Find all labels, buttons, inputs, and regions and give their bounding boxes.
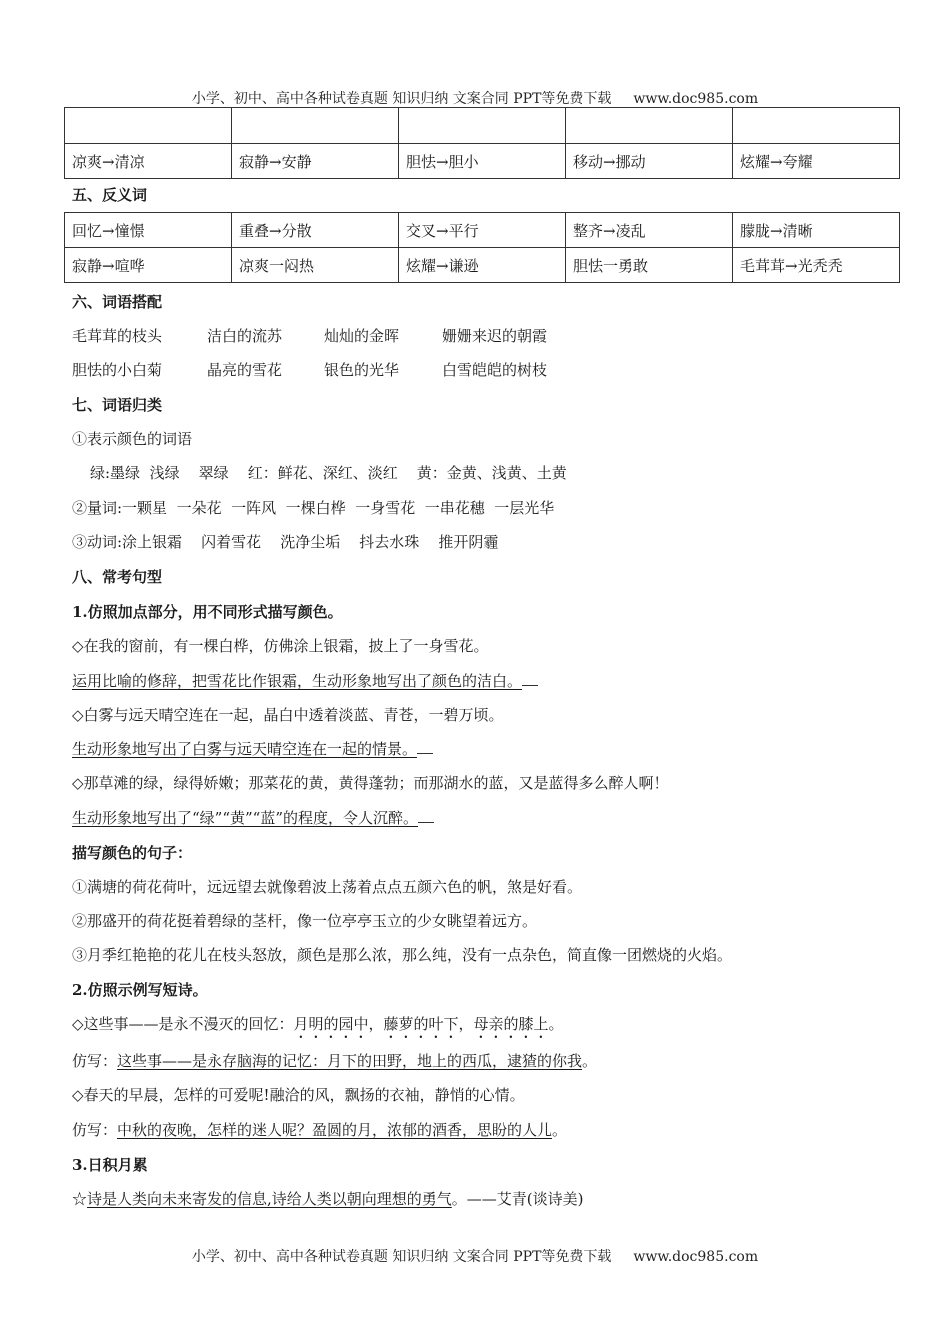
table-cell [399, 108, 566, 144]
section8-title: 八、常考句型 [72, 568, 163, 586]
table-cell: 回忆→憧憬 [65, 213, 232, 248]
question3-title: 3.日积月累 [72, 1156, 148, 1174]
underline-blank [417, 752, 433, 754]
collocation-item: 胆怯的小白菊 [72, 361, 163, 379]
table-cell [566, 108, 733, 144]
poem-example [72, 1013, 564, 1042]
table-cell: 胆怯→胆小 [399, 144, 566, 179]
imitation-label: 仿写： [72, 1052, 118, 1070]
table-cell: 凉爽一闷热 [232, 248, 399, 283]
collocation-item: 姗姗来迟的朝霞 [442, 327, 548, 345]
collocation-row-1 [72, 325, 547, 346]
imitation-text: 这些事——是永存脑海的记忆：月下的田野，地上的西瓜，逮猹的你我 [117, 1052, 583, 1070]
imitation-period: 。 [582, 1052, 598, 1070]
collocation-item: 银色的光华 [324, 361, 400, 379]
imitation-label: 仿写： [72, 1121, 118, 1139]
table-cell: 重叠→分散 [232, 213, 399, 248]
category-verbs: ③动词:涂上银霜 闪着雪花 洗净尘垢 抖去水珠 推开阴霾 [72, 533, 499, 551]
question2-title: 2.仿照示例写短诗。 [72, 981, 208, 999]
collocation-item: 白雪皑皑的树枝 [442, 361, 548, 379]
collocation-item: 灿灿的金晖 [324, 327, 400, 345]
collocation-row-2 [72, 359, 547, 380]
table-cell: 炫耀→谦逊 [399, 248, 566, 283]
table-cell [733, 108, 900, 144]
underline-blank [418, 821, 434, 823]
table-cell: 移动→挪动 [566, 144, 733, 179]
page-header [0, 88, 950, 108]
table-row [65, 248, 900, 283]
table-row [65, 144, 900, 179]
color-sentence: ①满塘的荷花荷叶，远远望去就像碧波上荡着点点五颜六色的帆，煞是好看。 [72, 878, 583, 896]
table-cell: 整齐→凌乱 [566, 213, 733, 248]
table-cell [232, 108, 399, 144]
table-cell: 寂静→安静 [232, 144, 399, 179]
imitation-line [72, 1119, 567, 1140]
example-sentence: ◇那草滩的绿，绿得娇嫩；那菜花的黄，黄得蓬勃；而那湖水的蓝，又是蓝得多么醉人啊！ [72, 774, 669, 792]
table-row [65, 213, 900, 248]
section5-title: 五、反义词 [72, 186, 148, 204]
imitation-text: 中秋的夜晚，怎样的迷人呢？盈圆的月，浓郁的酒香，思盼的人儿 [117, 1121, 553, 1139]
collocation-item: 洁白的流苏 [207, 327, 283, 345]
poem-example-dotted: 月明的园中，藤萝的叶下，母亲的膝上。 [293, 1015, 564, 1033]
answer-line [72, 670, 538, 691]
imitation-period: 。 [552, 1121, 568, 1139]
table-cell: 朦胧→清晰 [733, 213, 900, 248]
table-cell: 凉爽→清凉 [65, 144, 232, 179]
category-colors: 绿:墨绿 浅绿 翠绿 红：鲜花、深红、淡红 黄：金黄、浅黄、土黄 [90, 464, 567, 482]
table-cell: 炫耀→夸耀 [733, 144, 900, 179]
answer-line [72, 807, 434, 828]
poem-example: ◇春天的早晨，怎样的可爱呢!融洽的风，飘扬的衣袖，静悄的心情。 [72, 1086, 525, 1104]
answer-text: 运用比喻的修辞，把雪花比作银霜，生动形象地写出了颜色的洁白。 [72, 672, 523, 690]
header-url[interactable]: www.doc985.com [633, 91, 759, 107]
quote-text: 诗是人类向未来寄发的信息,诗给人类以朝向理想的勇气 [87, 1190, 452, 1208]
imitation-line [72, 1050, 597, 1071]
quote-source: 。——艾青(谈诗美) [451, 1190, 584, 1208]
poem-example-prefix: ◇这些事——是永不漫灭的回忆： [72, 1015, 294, 1033]
category-color-heading: ①表示颜色的词语 [72, 430, 193, 448]
question1-title: 1.仿照加点部分，用不同形式描写颜色。 [72, 603, 343, 621]
footer-text: 小学、初中、高中各种试卷真题 知识归纳 文案合同 PPT等免费下载 [191, 1249, 612, 1265]
quote-line [72, 1188, 584, 1209]
header-text: 小学、初中、高中各种试卷真题 知识归纳 文案合同 PPT等免费下载 [191, 91, 612, 107]
footer-url[interactable]: www.doc985.com [633, 1249, 759, 1265]
example-sentence: ◇在我的窗前，有一棵白桦，仿佛涂上银霜，披上了一身雪花。 [72, 637, 489, 655]
page-footer [0, 1246, 950, 1266]
section7-title: 七、词语归类 [72, 396, 163, 414]
collocation-item: 晶亮的雪花 [207, 361, 283, 379]
table-cell: 交叉→平行 [399, 213, 566, 248]
table-cell: 寂静→喧哗 [65, 248, 232, 283]
color-sentence: ③月季红艳艳的花儿在枝头怒放，颜色是那么浓，那么纯，没有一点杂色，简直像一团燃烧的火焰。 [72, 946, 733, 964]
answer-line [72, 738, 433, 759]
example-sentence: ◇白雾与远天晴空连在一起，晶白中透着淡蓝、青苍，一碧万顷。 [72, 706, 504, 724]
synonym-table [64, 107, 900, 179]
table-row [65, 108, 900, 144]
color-sentences-title: 描写颜色的句子： [72, 844, 193, 862]
table-cell [65, 108, 232, 144]
answer-text: 生动形象地写出了“绿”“黄”“蓝”的程度，令人沉醉。 [72, 809, 419, 827]
star-icon: ☆ [72, 1190, 88, 1208]
category-measure-words: ②量词:一颗星 一朵花 一阵风 一棵白桦 一身雪花 一串花穗 一层光华 [72, 499, 555, 517]
table-cell: 毛茸茸→光秃秃 [733, 248, 900, 283]
table-cell: 胆怯一勇敢 [566, 248, 733, 283]
section6-title: 六、词语搭配 [72, 293, 163, 311]
antonym-table [64, 212, 900, 283]
collocation-item: 毛茸茸的枝头 [72, 327, 163, 345]
answer-text: 生动形象地写出了白雾与远天晴空连在一起的情景。 [72, 740, 418, 758]
color-sentence: ②那盛开的荷花挺着碧绿的茎杆，像一位亭亭玉立的少女眺望着远方。 [72, 912, 538, 930]
underline-blank [522, 684, 538, 686]
